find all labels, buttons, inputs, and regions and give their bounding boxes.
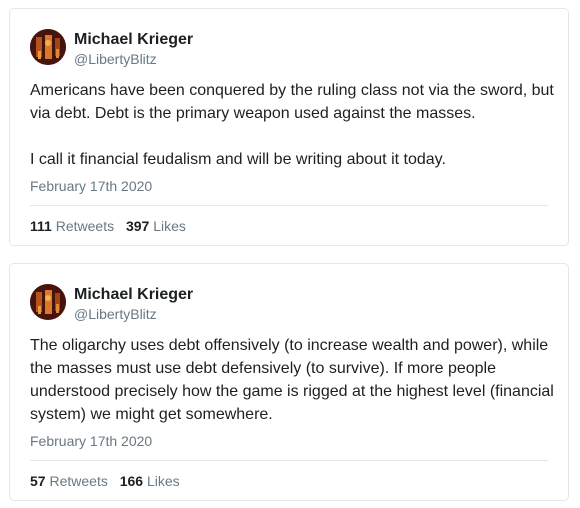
retweets-stat[interactable] — [30, 218, 114, 234]
author-handle[interactable]: @LibertyBlitz — [74, 306, 157, 322]
tweet-card — [9, 8, 569, 246]
divider — [30, 460, 548, 461]
tweet-stats — [30, 473, 188, 489]
retweets-label: Retweets — [55, 218, 115, 234]
tweet-date[interactable]: February 17th 2020 — [30, 433, 153, 449]
avatar[interactable] — [30, 29, 66, 65]
tweet-card — [9, 263, 569, 501]
likes-count: 397 — [125, 218, 150, 234]
tweet-paragraph: I call it financial feudalism and will be writing about it today. — [30, 151, 446, 168]
avatar-image — [30, 284, 66, 320]
likes-label: Likes — [153, 218, 186, 234]
author-name[interactable]: Michael Krieger — [74, 31, 194, 48]
retweets-count: 111 — [30, 218, 52, 234]
likes-stat[interactable] — [120, 473, 180, 489]
tweet-paragraph: Americans have been conquered by the ruling class not via the sword, but via debt. Debt is the primary weapon used against the masses. — [30, 82, 554, 122]
author-name[interactable]: Michael Krieger — [74, 286, 194, 303]
retweets-count: 57 — [30, 473, 46, 489]
tweet-date[interactable]: February 17th 2020 — [30, 178, 153, 194]
tweet-text — [30, 334, 555, 426]
tweet-stats — [30, 218, 194, 234]
tweet-paragraph: The oligarchy uses debt offensively (to increase wealth and power), while the masses must use debt defensively (to survive). If more people understood precisely how the game is rigged at the highest level (financial system) we might get somewhere. — [30, 337, 554, 423]
author-handle[interactable]: @LibertyBlitz — [74, 51, 157, 67]
avatar-image — [30, 29, 66, 65]
likes-stat[interactable] — [126, 218, 186, 234]
avatar[interactable] — [30, 284, 66, 320]
likes-label: Likes — [146, 473, 180, 489]
likes-count: 166 — [119, 473, 144, 489]
tweet-text — [30, 79, 555, 171]
retweets-stat[interactable] — [30, 473, 108, 489]
retweets-label: Retweets — [49, 473, 108, 489]
divider — [30, 205, 548, 206]
